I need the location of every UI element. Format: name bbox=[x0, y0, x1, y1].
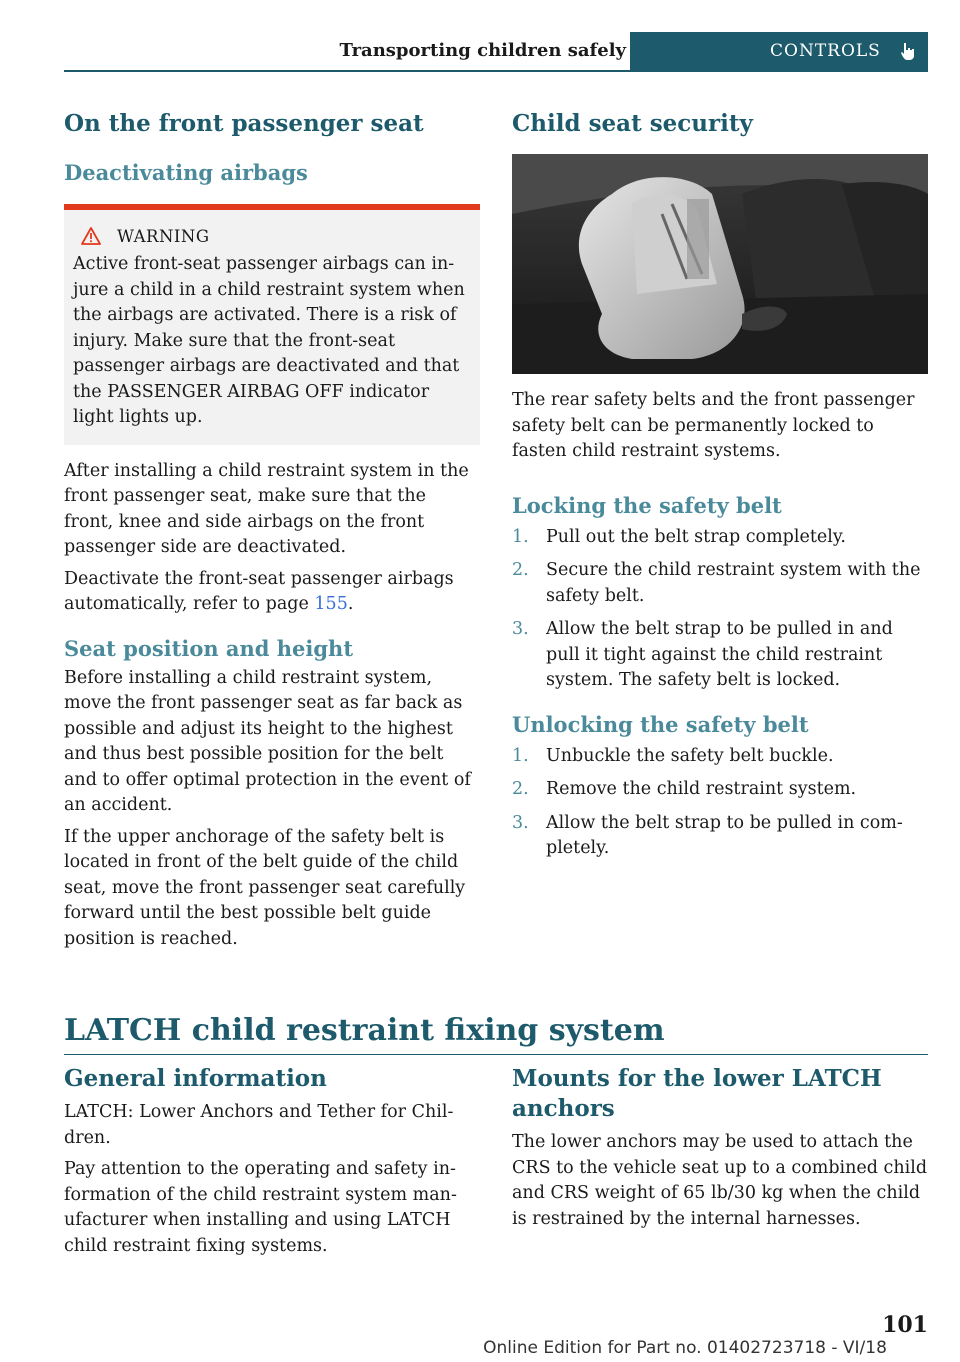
latch-rule bbox=[64, 1054, 928, 1055]
general-information-heading: General information bbox=[64, 1065, 327, 1092]
section-title: Transporting children safely bbox=[339, 40, 626, 61]
deactivate-text: Deactivate the front-seat passenger airbags automatically, refer to page bbox=[64, 568, 454, 614]
warning-triangle-icon bbox=[81, 227, 101, 245]
page-number: 101 bbox=[882, 1312, 928, 1338]
latch-definition-paragraph: LATCH: Lower Anchors and Tether for Children. bbox=[64, 1102, 454, 1148]
step-number: 1. bbox=[512, 745, 529, 766]
step-text: Allow the belt strap to be pulled in completely. bbox=[546, 812, 903, 858]
step-number: 3. bbox=[512, 619, 529, 639]
deactivating-airbags-heading: Deactivating airbags bbox=[64, 160, 308, 185]
step-number: 2. bbox=[512, 779, 529, 799]
step-number: 1. bbox=[512, 526, 529, 547]
edition-footer: Online Edition for Part no. 01402723718 - VI/18 bbox=[483, 1338, 887, 1358]
front-passenger-seat-heading: On the front passenger seat bbox=[64, 110, 424, 137]
latch-safety-paragraph: Pay attention to the operating and safety information of the child restraint system manufacturer when installing and using LATCH child restraint fixing systems. bbox=[64, 1159, 457, 1256]
step-number: 2. bbox=[512, 560, 529, 580]
list-item bbox=[512, 777, 928, 803]
step-text: Pull out the belt strap completely. bbox=[546, 526, 846, 547]
seat-position-heading: Seat position and height bbox=[64, 635, 354, 661]
step-text: Unbuckle the safety belt buckle. bbox=[546, 745, 834, 766]
controls-tab-label: CONTROLS bbox=[770, 41, 881, 61]
airbag-check-paragraph: After installing a child restraint system in the front passenger seat, make sure that the front, knee and side airbags on the front passenger side are deactivated. bbox=[64, 460, 469, 557]
right-column bbox=[512, 104, 928, 870]
step-text: Allow the belt strap to be pulled in and pull it tight against the child restraint system. The safety belt is locked. bbox=[546, 619, 893, 690]
unlocking-belt-heading: Unlocking the safety belt bbox=[512, 711, 809, 737]
step-number: 3. bbox=[512, 812, 529, 833]
deactivate-paragraph bbox=[64, 567, 480, 618]
lower-anchors-heading: Mounts for the lower LATCH anchors bbox=[512, 1065, 882, 1122]
list-item bbox=[512, 525, 928, 551]
child-seat-security-heading: Child seat security bbox=[512, 110, 753, 137]
general-information-column bbox=[64, 1064, 480, 1259]
rear-belts-paragraph: The rear safety belts and the front passenger safety belt can be permanently locked to fasten child restraint systems. bbox=[512, 390, 915, 461]
hand-pointer-icon bbox=[898, 41, 918, 61]
lower-anchors-column bbox=[512, 1064, 928, 1232]
child-seat-photo bbox=[512, 154, 928, 374]
page-155-link[interactable]: 155 bbox=[314, 594, 348, 614]
locking-steps-list bbox=[512, 525, 928, 694]
warning-label: WARNING bbox=[117, 226, 210, 246]
upper-anchorage-paragraph: If the upper anchorage of the safety belt is located in front of the belt guide of the child seat, move the front passenger seat carefully forward until the best possible belt guide position is reached. bbox=[64, 826, 466, 949]
list-item bbox=[512, 811, 928, 862]
list-item bbox=[512, 558, 928, 609]
warning-title bbox=[73, 224, 472, 248]
unlocking-steps-list bbox=[512, 744, 928, 862]
seat-position-paragraph: Before installing a child restraint system, move the front passenger seat as far back as possible and adjust its height to the highest and thus best possible position for the belt and to offer optimal protection in the event of an accident. bbox=[64, 667, 471, 815]
list-item bbox=[512, 744, 928, 770]
header-rule bbox=[64, 70, 928, 72]
latch-section-title: LATCH child restraint fixing system bbox=[64, 1013, 665, 1048]
left-column bbox=[64, 104, 480, 952]
locking-belt-heading: Locking the safety belt bbox=[512, 492, 782, 518]
list-item bbox=[512, 617, 928, 694]
controls-tab bbox=[630, 32, 928, 70]
step-text: Remove the child restraint system. bbox=[546, 779, 857, 799]
warning-text: Active front-seat passenger airbags can injure a child in a child restraint system when the airbags are activated. There is a risk of injury. Make sure that the front-seat passenger airbags are deactivated and that the PASSENGER AIRBAG OFF indicator light lights up. bbox=[73, 254, 465, 427]
lower-anchors-paragraph: The lower anchors may be used to attach the CRS to the vehicle seat up to a combined child and CRS weight of 65 lb/30 kg when the child is restrained by the internal harnesses. bbox=[512, 1132, 928, 1229]
warning-box bbox=[64, 204, 480, 445]
step-text: Secure the child restraint system with the safety belt. bbox=[546, 560, 921, 606]
period: . bbox=[347, 594, 354, 614]
